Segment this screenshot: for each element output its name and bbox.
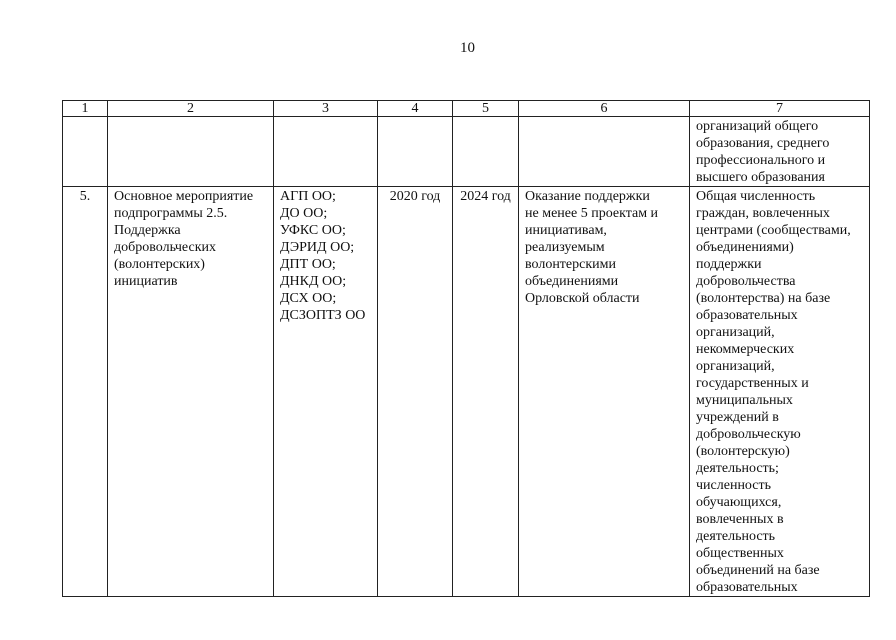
cell-start-year: 2020 год bbox=[378, 187, 453, 597]
cell-result: Оказание поддержки не менее 5 проектам и инициативам, реализуемым волонтерскими объединениями Орловской области bbox=[519, 187, 690, 597]
cell-executors: АГП ОО; ДО ОО; УФКС ОО; ДЭРИД ОО; ДПТ ОО; ДНКД ОО; ДСХ ОО; ДСЗОПТЗ ОО bbox=[274, 187, 378, 597]
cell-end-year: 2024 год bbox=[453, 187, 519, 597]
table-row bbox=[63, 187, 870, 597]
header-col-5: 5 bbox=[453, 101, 519, 117]
header-col-4: 4 bbox=[378, 101, 453, 117]
header-col-7: 7 bbox=[690, 101, 870, 117]
cell-indicators: организаций общего образования, среднего профессионального и высшего образования bbox=[690, 117, 870, 187]
cell-indicators: Общая численность граждан, вовлеченных центрами (сообществами, объединениями) поддержки добровольчества (волонтерства) на базе образовательных организаций, некоммерческих организаций, государственных и муниципальных учреждений в добровольческую (волонтерскую) деятельность; численность обучающихся, вовлеченных в деятельность общественных объединений на базе образовательных bbox=[690, 187, 870, 597]
header-col-2: 2 bbox=[108, 101, 274, 117]
cell-number: 5. bbox=[63, 187, 108, 597]
cell-start-year bbox=[378, 117, 453, 187]
page-number: 10 bbox=[460, 40, 475, 56]
header-col-6: 6 bbox=[519, 101, 690, 117]
cell-number bbox=[63, 117, 108, 187]
cell-executors bbox=[274, 117, 378, 187]
program-table bbox=[62, 100, 870, 597]
cell-activity bbox=[108, 117, 274, 187]
cell-end-year bbox=[453, 117, 519, 187]
table-row bbox=[63, 117, 870, 187]
header-col-3: 3 bbox=[274, 101, 378, 117]
cell-activity: Основное мероприятие подпрограммы 2.5. Поддержка добровольческих (волонтерских) инициатив bbox=[108, 187, 274, 597]
header-col-1: 1 bbox=[63, 101, 108, 117]
header-row bbox=[63, 101, 870, 117]
cell-result bbox=[519, 117, 690, 187]
